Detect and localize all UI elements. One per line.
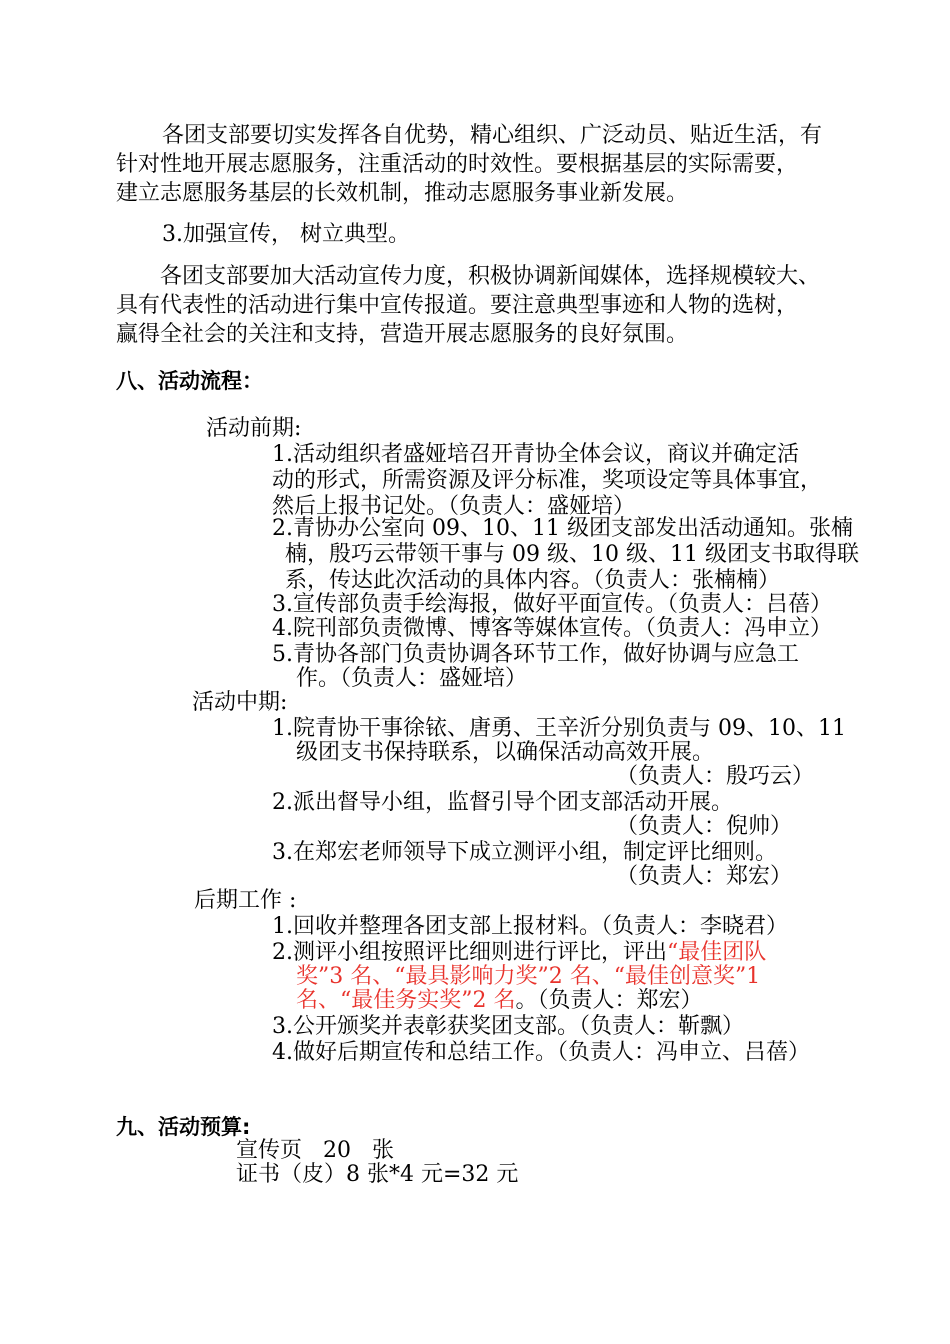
- award-highlight-3: 名、“最佳务实奖”2 名: [296, 988, 516, 1013]
- budget-line-2: 证书（皮）8 张*4 元=32 元: [236, 1162, 519, 1187]
- pre-item-4: 4.院刊部负责微博、博客等媒体宣传。（负责人：冯申立）: [272, 616, 832, 641]
- post-item-1: 1.回收并整理各团支部上报材料。（负责人：李晓君）: [272, 914, 788, 939]
- pre-item-5-line2: 作。（负责人：盛娅培）: [296, 666, 528, 691]
- pre-item-5-line1: 5.青协各部门负责协调各环节工作，做好协调与应急工: [272, 642, 799, 667]
- mid-item-1-owner: （负责人：殷巧云）: [616, 764, 815, 789]
- award-highlight-1: “最佳团队: [667, 940, 767, 965]
- mid-item-2-line1: 2.派出督导小组，监督引导个团支部活动开展。: [272, 790, 733, 815]
- pre-item-2-line2: 楠，殷巧云带领干事与 09 级、10 级、11 级团支书取得联: [285, 542, 859, 567]
- post-item-2-text: 2.测评小组按照评比细则进行评比，评出: [272, 940, 667, 965]
- phase-post-label: 后期工作 :: [194, 888, 297, 913]
- budget-line-1: 宣传页 20 张: [236, 1138, 394, 1163]
- pre-item-2-line3: 系，传达此次活动的具体内容。（负责人：张楠楠）: [285, 568, 781, 593]
- para1-line3: 建立志愿服务基层的长效机制，推动志愿服务事业新发展。: [116, 181, 689, 206]
- mid-item-3-owner: （负责人：郑宏）: [616, 864, 793, 889]
- mid-item-1-line2: 级团支书保持联系，以确保活动高效开展。: [296, 740, 715, 765]
- pre-item-1-line1: 1.活动组织者盛娅培召开青协全体会议，商议并确定活: [272, 442, 799, 467]
- pre-item-2-line1: 2.青协办公室向 09、10、11 级团支部发出活动通知。张楠: [272, 516, 853, 541]
- post-item-3: 3.公开颁奖并表彰获奖团支部。（负责人：靳飘）: [272, 1014, 744, 1039]
- pre-item-1-line3: 然后上报书记处。（负责人：盛娅培）: [272, 494, 636, 519]
- section-8-heading: 八、活动流程：: [116, 369, 263, 393]
- phase-pre-label: 活动前期:: [206, 416, 302, 441]
- para1-line2: 针对性地开展志愿服务，注重活动的时效性。要根据基层的实际需要，: [116, 152, 799, 177]
- phase-mid-label: 活动中期:: [192, 690, 288, 715]
- pre-item-3: 3.宣传部负责手绘海报，做好平面宣传。（负责人：吕蓓）: [272, 592, 832, 617]
- para2-line3: 赢得全社会的关注和支持，营造开展志愿服务的良好氛围。: [116, 322, 689, 347]
- mid-item-3-line1: 3.在郑宏老师领导下成立测评小组，制定评比细则。: [272, 840, 777, 865]
- para2-line1: 各团支部要加大活动宣传力度，积极协调新闻媒体，选择规模较大、: [160, 264, 821, 289]
- post-item-4: 4.做好后期宣传和总结工作。（负责人：冯申立、吕蓓）: [272, 1040, 810, 1065]
- pre-item-1-line2: 动的形式，所需资源及评分标准，奖项设定等具体事宜，: [272, 468, 823, 493]
- mid-item-1-line1: 1.院青协干事徐铱、唐勇、王辛沂分别负责与 09、10、11: [272, 716, 846, 741]
- point-3-heading: 3.加强宣传， 树立典型。: [162, 222, 410, 247]
- para1-line1: 各团支部要切实发挥各自优势，精心组织、广泛动员、贴近生活，有: [162, 123, 823, 148]
- para2-line2: 具有代表性的活动进行集中宣传报道。要注意典型事迹和人物的选树，: [116, 293, 799, 318]
- section-9-heading: 九、活动预算:: [116, 1115, 251, 1139]
- post-item-2-owner: 。（负责人：郑宏）: [515, 988, 703, 1013]
- mid-item-2-owner: （负责人：倪帅）: [616, 814, 793, 839]
- post-item-2-line2: 奖”3 名、“最具影响力奖”2 名、“最佳创意奖”1: [296, 964, 761, 989]
